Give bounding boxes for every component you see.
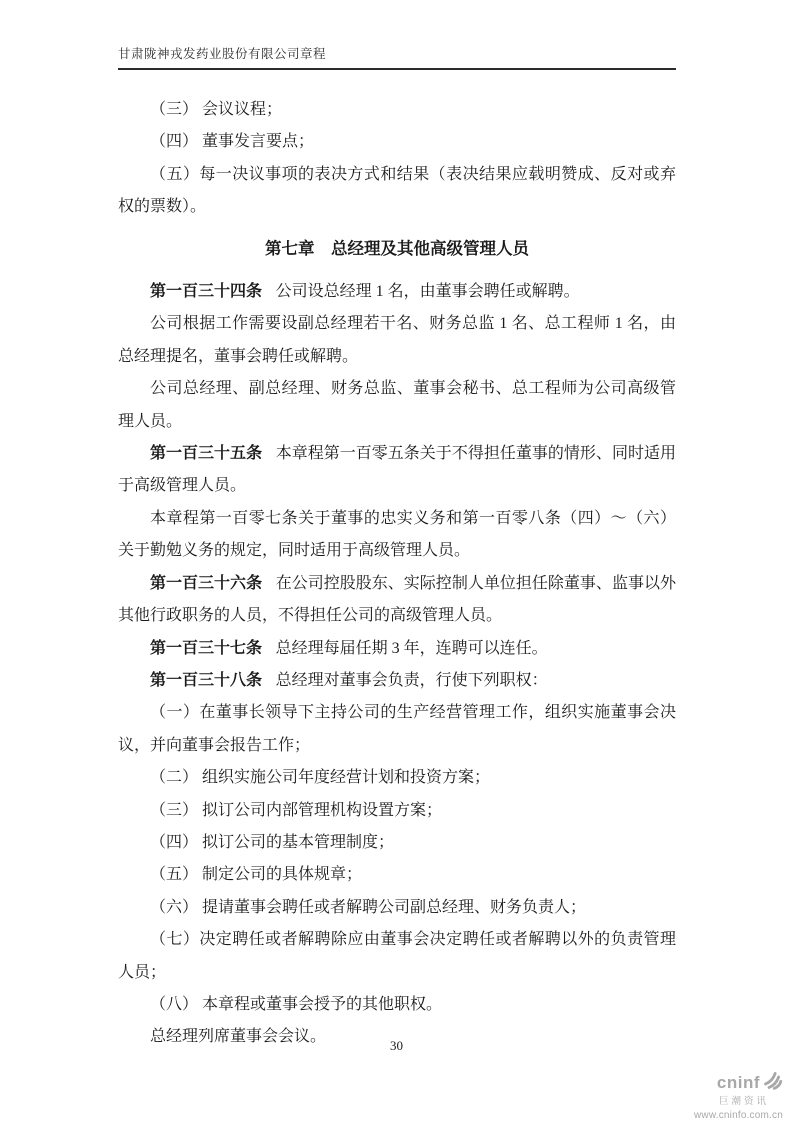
paragraph [118,795,676,827]
paragraph [118,159,676,224]
paragraph-text: 公司设总经理 1 名，由董事会聘任或解聘。 [275,283,580,301]
paragraph [118,633,676,665]
paragraph-text: 公司根据工作需要设副总经理若干名、财务总监 1 名、总工程师 1 名，由总经理提名，董事会聘任或解聘。 [118,315,676,365]
paragraph [118,126,676,158]
paragraph-text: 总经理列席董事会会议。 [150,1028,327,1046]
paragraph [118,373,676,438]
paragraph-text: （二） 组织实施公司年度经营计划和投资方案； [150,769,491,787]
paragraph-text: 在公司控股股东、实际控制人单位担任除董事、监事以外其他行政职务的人员，不得担任公司的高级管理人员。 [118,574,676,625]
chapter-heading-text: 第七章 总经理及其他高级管理人员 [265,239,529,258]
paragraph-text: （五） 制定公司的具体规章； [150,866,363,884]
paragraph-text: 本章程第一百零七条关于董事的忠实义务和第一百零八条（四）～（六）关于勤勉义务的规定，同时适用于高级管理人员。 [118,509,676,560]
document-header-title: 甘肃陇神戎发药业股份有限公司章程 [118,44,676,70]
cninfo-logo-subtext: 巨潮资讯 [718,1096,769,1108]
article-number: 第一百三十七条 [150,639,263,657]
paragraph [118,892,676,924]
paragraph [118,989,676,1021]
chapter-heading [118,233,676,265]
paragraph [118,503,676,568]
paragraph-text: 公司总经理、副总经理、财务总监、董事会秘书、总工程师为公司高级管理人员。 [118,380,676,430]
paragraph-text: 本章程第一百零五条关于不得担任董事的情形、同时适用于高级管理人员。 [118,445,676,495]
paragraph [118,568,676,633]
paragraph [118,827,676,859]
cninfo-logo [653,1070,783,1122]
paragraph-text: （一）在董事长领导下主持公司的生产经营管理工作，组织实施董事会决议，并向董事会报告工作； [118,704,676,754]
article-number: 第一百三十五条 [150,445,263,463]
paragraph [118,859,676,891]
paragraph-text: （四） 董事发言要点； [150,133,315,151]
paragraph-text: （七）决定聘任或者解聘除应由董事会决定聘任或者解聘以外的负责管理人员； [118,931,676,981]
cninfo-swirl-icon [762,1070,783,1096]
cninfo-logo-text: cninf [716,1073,760,1093]
cninfo-logo-url: www.cninfo.com.cn [694,1110,783,1122]
paragraph [118,308,676,373]
paragraph-text: 总经理对董事会负责，行使下列职权： [275,671,548,689]
paragraph [118,924,676,989]
paragraph [118,94,676,126]
paragraph-text: 总经理每届任期 3 年，连聘可以连任。 [275,639,548,657]
paragraph [118,276,676,308]
page-number: 30 [390,1038,403,1053]
paragraph-text: （八） 本章程或董事会授予的其他职权。 [150,995,443,1013]
paragraph [118,762,676,794]
article-number: 第一百三十六条 [150,574,263,592]
paragraph-text: （五）每一决议事项的表决方式和结果（表决结果应载明赞成、反对或弃权的票数）。 [118,165,676,216]
paragraph-text: （三） 会议议程； [150,101,283,118]
article-number: 第一百三十八条 [150,671,263,689]
paragraph-text: （三） 拟订公司内部管理机构设置方案； [150,801,443,819]
article-number: 第一百三十四条 [150,283,263,301]
document-body [118,94,676,1054]
paragraph-text: （六） 提请董事会聘任或者解聘公司副总经理、财务负责人； [150,898,587,916]
paragraph [118,665,676,697]
paragraph [118,438,676,503]
paragraph-text: （四） 拟订公司的基本管理制度； [150,833,395,851]
paragraph [118,697,676,762]
